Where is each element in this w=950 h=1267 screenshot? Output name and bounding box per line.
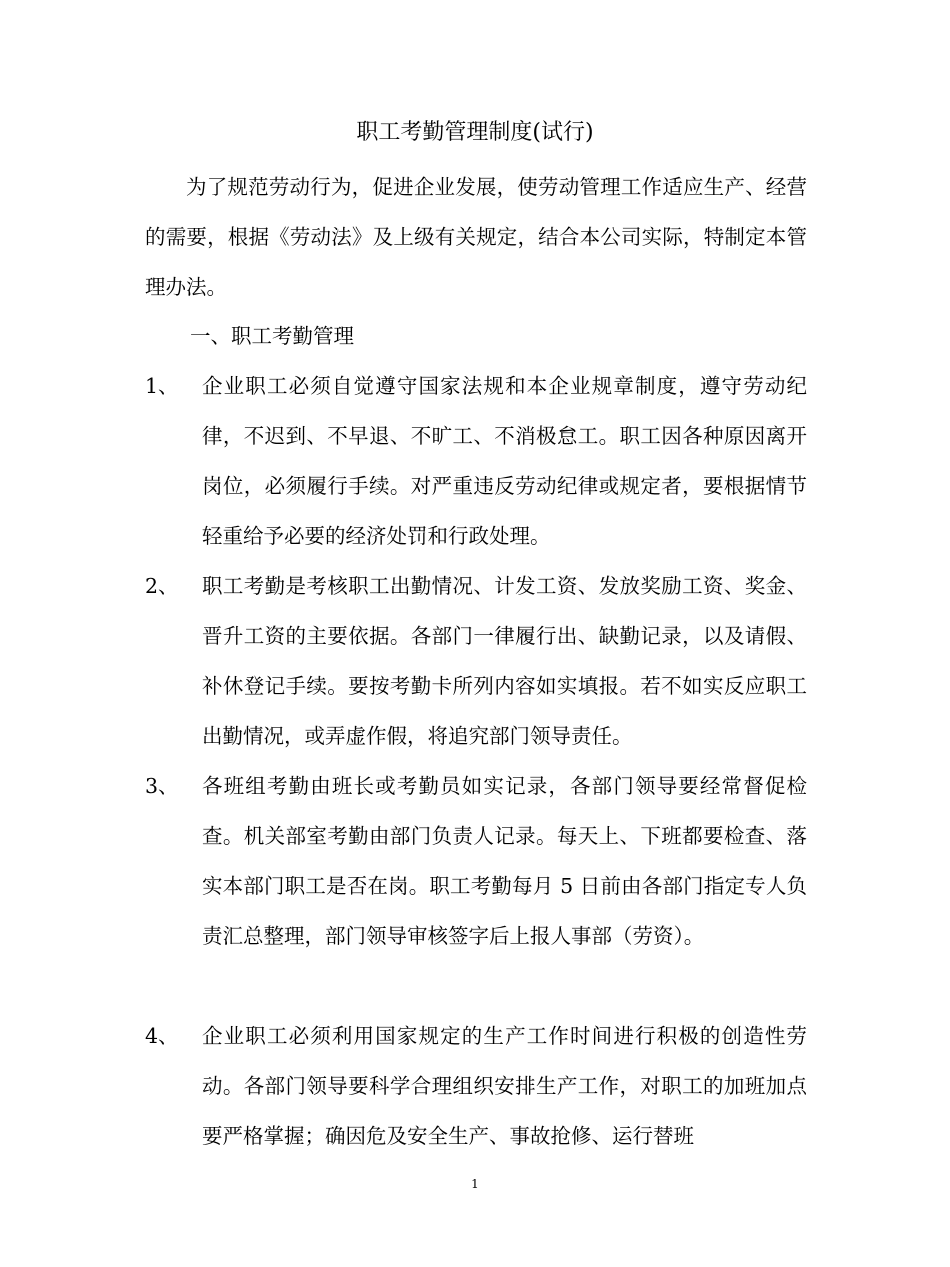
list-item-text: 各班组考勤由班长或考勤员如实记录，各部门领导要经常督促检查。机关部室考勤由部门负责人记录。每天上、下班都要检查、落实本部门职工是否在岗。职工考勤每月 5 日前由各部门指定专人负责汇总整理，部门领导审核签字后上报人事部（劳资）。: [202, 774, 807, 948]
list-item-text: 企业职工必须自觉遵守国家法规和本企业规章制度，遵守劳动纪律，不迟到、不早退、不旷工、不消极怠工。职工因各种原因离开岗位，必须履行手续。对严重违反劳动纪律或规定者，要根据情节轻重给予必要的经济处罚和行政处理。: [202, 374, 807, 548]
page-number: 1: [471, 1177, 479, 1191]
list-item-text: 企业职工必须利用国家规定的生产工作时间进行积极的创造性劳动。各部门领导要科学合理组织安排生产工作，对职工的加班加点要严格掌握；确因危及安全生产、事故抢修、运行替班: [202, 1024, 807, 1148]
document-title: 职工考勤管理制度(试行): [356, 120, 594, 145]
intro-paragraph: 为了规范劳动行为，促进企业发展，使劳动管理工作适应生产、经营的需要，根据《劳动法》及上级有关规定，结合本公司实际，特制定本管理办法。: [145, 175, 807, 299]
list-item-number: 4、: [145, 1024, 179, 1048]
section-heading: 一、职工考勤管理: [190, 324, 354, 348]
list-item-text: 职工考勤是考核职工出勤情况、计发工资、发放奖励工资、奖金、晋升工资的主要依据。各部门一律履行出、缺勤记录，以及请假、补休登记手续。要按考勤卡所列内容如实填报。若不如实反应职工出勤情况，或弄虚作假，将追究部门领导责任。: [202, 574, 807, 748]
list-item-number: 1、: [145, 374, 179, 398]
list-item-number: 3、: [145, 774, 179, 798]
list-item-number: 2、: [145, 574, 179, 598]
